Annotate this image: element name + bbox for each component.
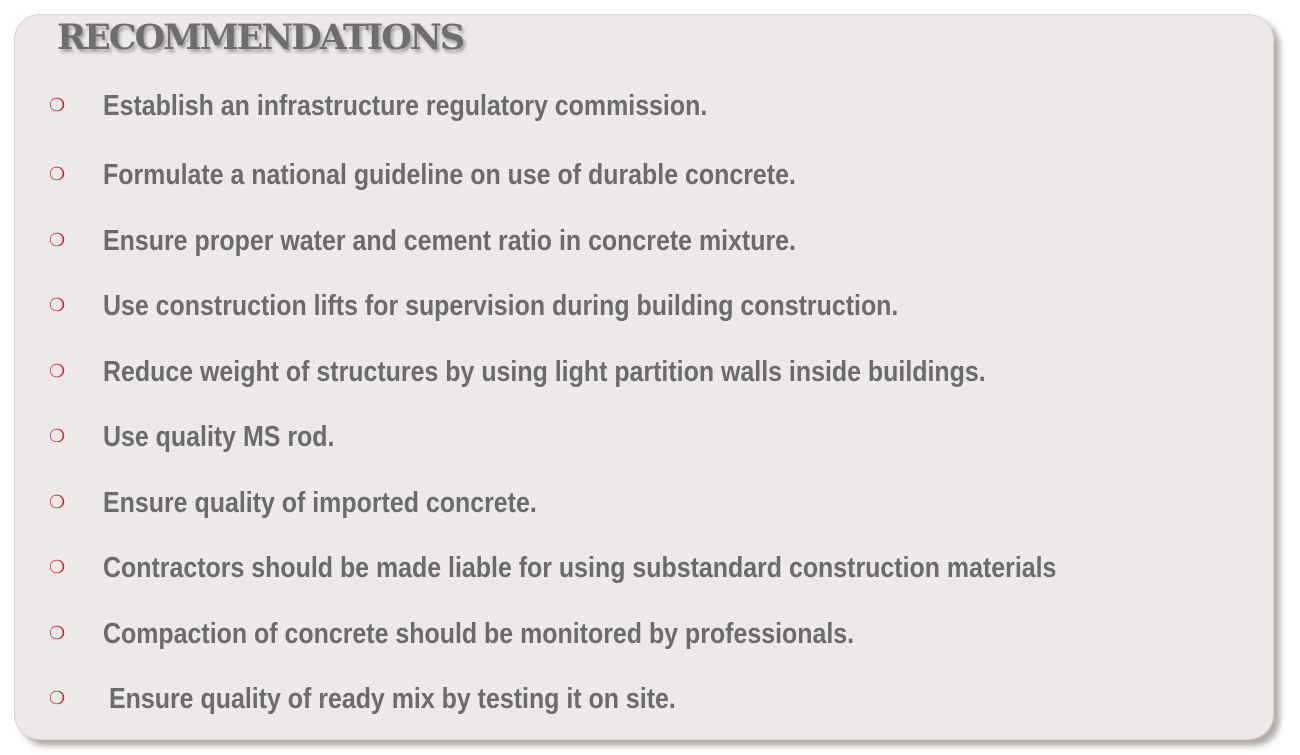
recommendation-text: Reduce weight of structures by using light partition walls inside buildings. [103,356,986,388]
circle-bullet-icon: ❍ [49,361,66,382]
recommendation-text: Ensure proper water and cement ratio in concrete mixture. [103,225,796,257]
circle-bullet-icon: ❍ [49,230,66,251]
circle-bullet-icon: ❍ [49,623,66,644]
card-title: RECOMMENDATIONS [57,17,464,58]
circle-bullet-icon: ❍ [49,557,66,578]
circle-bullet-icon: ❍ [49,164,66,185]
recommendation-text: Compaction of concrete should be monitored by professionals. [103,618,855,650]
recommendation-text: Use quality MS rod. [103,421,335,453]
recommendation-text: Ensure quality of imported concrete. [103,487,537,519]
recommendation-text: Formulate a national guideline on use of durable concrete. [103,159,796,191]
circle-bullet-icon: ❍ [49,492,66,513]
recommendation-text: Use construction lifts for supervision during building construction. [103,290,899,322]
circle-bullet-icon: ❍ [49,426,66,447]
circle-bullet-icon: ❍ [49,295,66,316]
recommendations-card [14,14,1274,740]
recommendation-text: Establish an infrastructure regulatory commission. [103,90,708,122]
recommendation-text: Contractors should be made liable for using substandard construction materials [103,552,1057,584]
circle-bullet-icon: ❍ [49,688,66,709]
recommendation-text: Ensure quality of ready mix by testing it on site. [109,683,676,715]
circle-bullet-icon: ❍ [49,95,66,116]
